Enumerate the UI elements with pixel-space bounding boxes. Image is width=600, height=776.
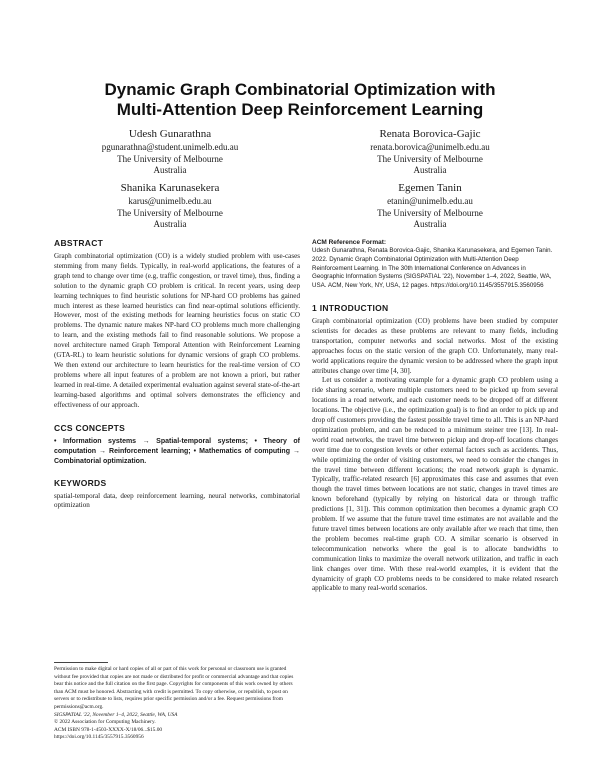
abstract-heading: ABSTRACT — [54, 238, 104, 248]
permission-text: Permission to make digital or hard copies of all or part of this work for personal or classroom use is granted without fee provided that copies are not made or distributed for profit or commercial advantage and that copies bear this notice and the full citation on the first page. Copyrights for components of this work owned by others than ACM must be honored. Abstracting with credit is permitted. To copy otherwise, or republish, to post on servers or to redistribute to lists, requires prior specific permission and/or a fee. Request permissions from permissions@acm.org. — [54, 666, 294, 710]
ccs-body: • Information systems → Spatial-temporal systems; • Theory of computation → Reinforcement learning; • Mathematics of computing → Combinatorial optimization. — [54, 437, 300, 465]
author-name: Shanika Karunasekera — [120, 182, 220, 194]
author-name: Renata Borovica-Gajic — [379, 128, 481, 140]
author-affiliation: The University of Melbourne — [117, 207, 223, 218]
author-block — [330, 182, 530, 231]
keywords-heading: KEYWORDS — [54, 477, 107, 488]
permission-block — [54, 666, 300, 742]
author-email: pgunarathna@student.unimelb.edu.au — [101, 142, 239, 152]
author-block — [70, 182, 270, 231]
permission-isbn: ACM ISBN 978-1-4503-XXXX-X/18/06...$15.00 — [54, 726, 163, 733]
author-country: Australia — [413, 165, 447, 175]
right-column — [312, 238, 558, 594]
reference-format-heading: ACM Reference Format: — [312, 239, 387, 246]
author-block — [70, 128, 270, 177]
author-affiliation: The University of Melbourne — [377, 207, 483, 218]
author-affiliation: The University of Melbourne — [377, 153, 483, 164]
author-block — [330, 128, 530, 177]
author-affiliation: The University of Melbourne — [117, 153, 223, 164]
author-country: Australia — [153, 219, 187, 229]
left-column — [54, 238, 300, 511]
author-email: karus@unimelb.edu.au — [128, 196, 212, 206]
introduction-heading: 1 INTRODUCTION — [312, 302, 389, 313]
author-name: Egemen Tanin — [398, 182, 462, 194]
footnote-rule — [54, 662, 108, 663]
reference-format-body: Udesh Gunarathna, Renata Borovica-Gajic, Shanika Karunasekera, and Egemen Tanin. 2022. Dynamic Graph Combinatorial Optimization with Multi-Attention Deep Reinforcement Learning. In The 30th International Conference on Advances in Geographic Information Systems (SIGSPATIAL '22), November 1–4, 2022, Seattle, WA, USA. ACM, New York, NY, USA, 12 pages. https://doi.org/10.1145/3557915.3560956 — [312, 247, 553, 290]
permission-doi: https://doi.org/10.1145/3557915.3560956 — [54, 734, 144, 741]
author-email: renata.borovica@unimelb.edu.au — [370, 142, 490, 152]
paper-title — [40, 80, 560, 120]
author-country: Australia — [153, 165, 187, 175]
keywords-body: spatial-temporal data, deep reinforcement learning, neural networks, combinatorial optimization — [54, 491, 300, 510]
title-line-1: Dynamic Graph Combinatorial Optimization with — [104, 80, 496, 99]
author-country: Australia — [413, 219, 447, 229]
title-line-2: Multi-Attention Deep Reinforcement Learning — [116, 100, 484, 119]
author-email: etanin@unimelb.edu.au — [387, 196, 473, 206]
intro-paragraph-2: Let us consider a motivating example for a dynamic graph CO problem using a ride sharing scenario, where multiple customers need to be picked up from several locations in a road network, and each customer needs to be dropped off at different locations. The objective (i.e., the optimization goal) is to find an order to pick up and drop off customers providing the fastest possible travel time to all. This is an NP-hard optimization problem, and can be reduced to a minimum steiner tree [13]. In real-world road networks, the travel time between pickup and drop-off locations changes over time due to congestion levels or other external factors such as accidents. Thus, while optimizing the order of visiting customers, we need to consider the changes in the travel time between different locations; the road network graph is dynamic. Typically, traffic-related research [6] approximates this case and assumes that even though the travel times between locations are not static, changes in travel times are known beforehand (typically by relying on historical data or through traffic predictions [1, 31]). This common optimization then becomes a dynamic graph CO problem. If we assume that the future travel time estimates are not available and the future travel times between locations are only available after we reach that time, then the problem becomes real-time graph CO. A similar scenario is observed in telecommunication networks where the goal is to allocate bandwidths to communication links to maximize the overall network utilization, and traffic in each link changes over time. With these real-world examples, it is evident that the dynamicity of graph CO problems needs to be considered to make related research applicable to many real-world scenarios. — [312, 376, 558, 593]
author-name: Udesh Gunarathna — [128, 128, 212, 140]
permission-venue: SIGSPATIAL '22, November 1–4, 2022, Seattle, WA, USA — [54, 711, 178, 718]
intro-paragraph-1: Graph combinatorial optimization (CO) problems have been studied by computer scientists for decades as these problems are relevant to many fields, including transportation, computer networks and social networks. Most of the existing approaches focus on the static version of the graph CO. Unfortunately, many real-world applications require the dynamic version to be addressed where the graph input attributes change over time [4, 30]. — [312, 316, 558, 375]
abstract-body: Graph combinatorial optimization (CO) is a widely studied problem with use-cases stemming from many fields. Typically, in real-world applications, the features of a graph tend to change over time (e.g, traffic congestion, or travel time), thus, finding a solution to the dynamic graph CO problem is critical. In recent years, using deep learning techniques to find heuristic solutions for NP-hard CO problems has gained much interest as these learned heuristics can find near-optimal solutions efficiently. However, most of the existing methods for learning heuristics focus on static CO problems. The dynamic nature makes NP-hard CO problems much more challenging to learn, and the existing methods fail to find reasonable solutions. We propose a novel architecture named Graph Temporal Attention with Reinforcement Learning (GTA-RL) to learn heuristic solutions for dynamic versions of graph CO problems. We then extend our architecture to learn heuristics for the real-time version of CO problems where all input features of a problem are not known a priori, but rather learned in real-time. A detailed experimental evaluation against several state-of-the-art learning-based algorithms and optimal solvers demonstrates the efficiency and effectiveness of our approach. — [54, 252, 300, 409]
permission-copyright: © 2022 Association for Computing Machinery. — [54, 719, 156, 726]
ccs-heading: CCS CONCEPTS — [54, 422, 126, 433]
